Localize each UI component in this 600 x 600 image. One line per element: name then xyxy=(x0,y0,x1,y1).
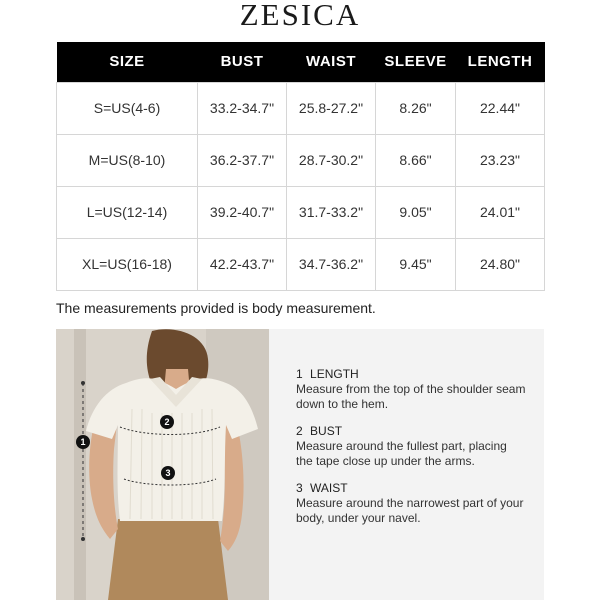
cell-length: 24.80" xyxy=(456,238,545,290)
table-row xyxy=(57,238,545,290)
cell-bust: 39.2-40.7" xyxy=(198,186,287,238)
cell-sleeve: 8.26" xyxy=(376,82,456,134)
measurement-guide xyxy=(296,367,526,538)
cell-waist: 31.7-33.2" xyxy=(287,186,376,238)
cell-sleeve: 9.45" xyxy=(376,238,456,290)
guide-description: Measure around the fullest part, placing the tape close up under the arms. xyxy=(296,439,507,468)
cell-waist: 25.8-27.2" xyxy=(287,82,376,134)
cell-bust: 33.2-34.7" xyxy=(198,82,287,134)
cell-waist: 28.7-30.2" xyxy=(287,134,376,186)
marker-bust: 2 xyxy=(160,415,174,429)
guide-item-length xyxy=(296,367,526,412)
table-row xyxy=(57,82,545,134)
table-header-row xyxy=(57,42,545,82)
guide-item-bust xyxy=(296,424,526,469)
header-bust: BUST xyxy=(198,42,287,82)
cell-size: S=US(4-6) xyxy=(57,82,198,134)
header-size: SIZE xyxy=(57,42,198,82)
guide-description: Measure from the top of the shoulder seam down to the hem. xyxy=(296,382,526,411)
cell-size: XL=US(16-18) xyxy=(57,238,198,290)
guide-number: 1 xyxy=(296,367,303,381)
cell-length: 22.44" xyxy=(456,82,545,134)
cell-size: M=US(8-10) xyxy=(57,134,198,186)
table-row xyxy=(57,186,545,238)
marker-length: 1 xyxy=(76,435,90,449)
guide-number: 2 xyxy=(296,424,303,438)
guide-title: WAIST xyxy=(310,481,348,495)
size-chart-table xyxy=(56,42,545,291)
guide-number: 3 xyxy=(296,481,303,495)
cell-length: 24.01" xyxy=(456,186,545,238)
model-photo xyxy=(56,329,269,600)
guide-description: Measure around the narrowest part of your body, under your navel. xyxy=(296,496,524,525)
cell-sleeve: 8.66" xyxy=(376,134,456,186)
cell-size: L=US(12-14) xyxy=(57,186,198,238)
guide-item-waist xyxy=(296,481,526,526)
marker-waist: 3 xyxy=(161,466,175,480)
guide-title: LENGTH xyxy=(310,367,359,381)
brand-logo: ZESICA xyxy=(239,0,361,32)
guide-title: BUST xyxy=(310,424,343,438)
measurement-guide-panel xyxy=(56,329,544,600)
cell-length: 23.23" xyxy=(456,134,545,186)
cell-bust: 42.2-43.7" xyxy=(198,238,287,290)
cell-waist: 34.7-36.2" xyxy=(287,238,376,290)
header-waist: WAIST xyxy=(287,42,376,82)
measurement-note: The measurements provided is body measurement. xyxy=(56,300,376,316)
header-length: LENGTH xyxy=(456,42,545,82)
cell-sleeve: 9.05" xyxy=(376,186,456,238)
model-illustration xyxy=(56,329,269,600)
cell-bust: 36.2-37.7" xyxy=(198,134,287,186)
header-sleeve: SLEEVE xyxy=(376,42,456,82)
table-row xyxy=(57,134,545,186)
